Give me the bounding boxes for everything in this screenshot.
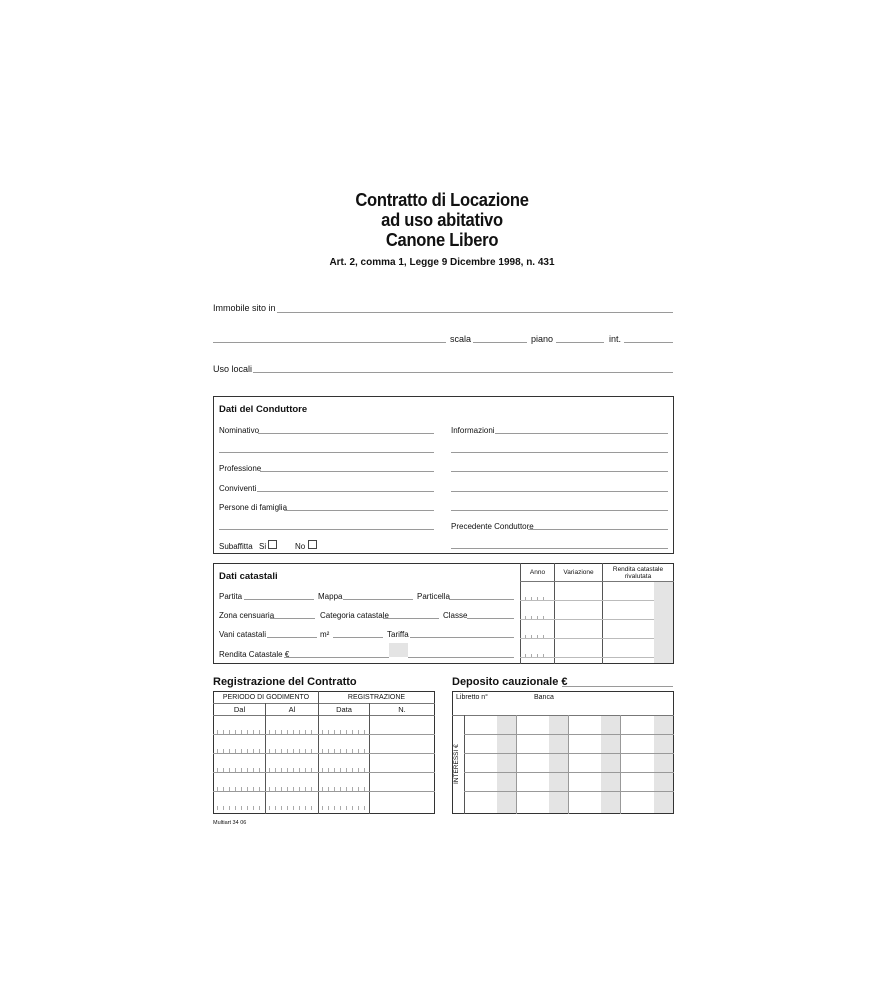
- persone-field-2[interactable]: [219, 529, 434, 530]
- catastali-header-line: [520, 581, 674, 582]
- catastali-gray-column: [654, 582, 673, 663]
- no-label: No: [295, 542, 306, 551]
- immobile-field[interactable]: [277, 312, 673, 313]
- reg-ticks-dal-5: [217, 806, 263, 810]
- reg-ticks-data-3: [322, 768, 366, 772]
- al-header: Al: [288, 705, 296, 714]
- reg-ticks-al-3: [269, 768, 315, 772]
- footer-code: Multiart 34 06: [213, 820, 247, 826]
- reg-ticks-al-4: [269, 787, 315, 791]
- vani-label: Vani catastali: [219, 630, 266, 639]
- reg-header-line-2: [213, 715, 435, 716]
- catastali-title: Dati catastali: [219, 571, 278, 582]
- piano-field[interactable]: [556, 342, 604, 343]
- nominativo-field-2[interactable]: [219, 452, 434, 453]
- persone-field[interactable]: [284, 510, 434, 511]
- informazioni-field-2[interactable]: [451, 452, 668, 453]
- deposito-row-line-4: [464, 791, 674, 792]
- nominativo-label: Nominativo: [219, 426, 260, 435]
- registrazione-header: REGISTRAZIONE: [347, 694, 406, 701]
- deposito-col-divider-1: [516, 715, 517, 814]
- rendita-rivalutata-header-2: rivalutata: [624, 573, 652, 580]
- tariffa-label: Tariffa: [387, 630, 409, 639]
- deposito-gray-col-3: [601, 716, 620, 813]
- deposito-gray-col-4: [654, 716, 673, 813]
- reg-ticks-data-2: [322, 749, 366, 753]
- deposito-row-line-3: [464, 772, 674, 773]
- deposito-col-divider-3: [620, 715, 621, 814]
- categoria-field[interactable]: [383, 618, 439, 619]
- tariffa-field[interactable]: [410, 637, 514, 638]
- mq-field[interactable]: [333, 637, 383, 638]
- rendita-label: Rendita Catastale €: [219, 650, 290, 659]
- reg-header-line-1: [213, 703, 435, 704]
- si-label: Si: [259, 542, 267, 551]
- partita-label: Partita: [219, 592, 243, 601]
- reg-ticks-dal-1: [217, 730, 263, 734]
- particella-label: Particella: [417, 592, 450, 601]
- scala-field[interactable]: [473, 342, 527, 343]
- libretto-label: Libretto n°: [456, 694, 488, 701]
- immobile-label: Immobile sito in: [213, 303, 276, 313]
- zona-field[interactable]: [270, 618, 315, 619]
- vani-field[interactable]: [267, 637, 317, 638]
- catastali-row-line-2: [520, 619, 654, 620]
- data-header: Data: [336, 705, 352, 714]
- deposito-row-line-2: [464, 753, 674, 754]
- reg-ticks-dal-4: [217, 787, 263, 791]
- interessi-label: INTERESSI €: [453, 744, 460, 784]
- si-checkbox[interactable]: [268, 540, 277, 549]
- reg-ticks-data-4: [322, 787, 366, 791]
- partita-field[interactable]: [244, 599, 314, 600]
- conduttore-box: [213, 396, 674, 554]
- reg-row-line-4: [213, 791, 435, 792]
- catastali-row-line-1: [520, 600, 654, 601]
- nominativo-field[interactable]: [258, 433, 434, 434]
- reg-divider-data-n: [369, 703, 370, 814]
- professione-label: Professione: [219, 464, 262, 473]
- anno-header: Anno: [529, 569, 546, 576]
- subtitle: Art. 2, comma 1, Legge 9 Dicembre 1998, n. 431: [329, 257, 555, 268]
- deposito-gray-col-2: [549, 716, 568, 813]
- conviventi-field[interactable]: [257, 491, 434, 492]
- particella-field[interactable]: [449, 599, 514, 600]
- banca-label: Banca: [534, 694, 554, 701]
- piano-label: piano: [531, 334, 554, 344]
- catastali-row-line-4: [520, 657, 654, 658]
- persone-label: Persone di famiglia: [219, 503, 288, 512]
- deposito-gray-col-1: [497, 716, 516, 813]
- mappa-field[interactable]: [343, 599, 413, 600]
- title-line-2: ad uso abitativo: [381, 210, 503, 230]
- variazione-header: Variazione: [563, 569, 594, 576]
- title-line-3: Canone Libero: [385, 230, 499, 250]
- reg-ticks-data-5: [322, 806, 366, 810]
- mappa-label: Mappa: [318, 592, 343, 601]
- reg-ticks-al-5: [269, 806, 315, 810]
- rendita-field[interactable]: [284, 657, 389, 658]
- reg-ticks-al-1: [269, 730, 315, 734]
- uso-field[interactable]: [253, 372, 673, 373]
- informazioni-field-5[interactable]: [451, 510, 668, 511]
- classe-label: Classe: [443, 611, 468, 620]
- int-label: int.: [609, 334, 622, 344]
- informazioni-label: Informazioni: [451, 426, 495, 435]
- periodo-header: PERIODO DI GODIMENTO: [222, 694, 310, 701]
- reg-row-line-2: [213, 753, 435, 754]
- dal-header: Dal: [233, 705, 246, 714]
- rendita-rivalutata-header-1: Rendita catastale: [612, 566, 664, 573]
- catastali-row-line-3: [520, 638, 654, 639]
- interessi-divider: [464, 715, 465, 814]
- address-field[interactable]: [213, 342, 446, 343]
- reg-ticks-data-1: [322, 730, 366, 734]
- reg-ticks-dal-3: [217, 768, 263, 772]
- reg-divider-dal-al: [265, 703, 266, 814]
- n-header: N.: [398, 705, 406, 714]
- conviventi-label: Conviventi: [219, 484, 257, 493]
- categoria-label: Categoria catastale: [320, 611, 389, 620]
- precedente-field[interactable]: [528, 529, 668, 530]
- catastali-divider-1: [520, 563, 521, 664]
- reg-row-line-3: [213, 772, 435, 773]
- informazioni-field[interactable]: [495, 433, 668, 434]
- reg-row-line-1: [213, 734, 435, 735]
- rendita-gray-cell: [389, 643, 408, 657]
- subaffitta-label: Subaffitta: [219, 542, 253, 551]
- deposito-col-divider-2: [568, 715, 569, 814]
- precedente-field-2[interactable]: [451, 548, 668, 549]
- registrazione-title: Registrazione del Contratto: [213, 676, 357, 688]
- classe-field[interactable]: [467, 618, 514, 619]
- catastali-divider-2: [554, 563, 555, 664]
- reg-ticks-dal-2: [217, 749, 263, 753]
- informazioni-field-3[interactable]: [451, 471, 668, 472]
- informazioni-field-4[interactable]: [451, 491, 668, 492]
- reg-ticks-al-2: [269, 749, 315, 753]
- rendita-field-2[interactable]: [408, 657, 514, 658]
- precedente-label: Precedente Conduttore: [451, 522, 534, 531]
- scala-label: scala: [450, 334, 472, 344]
- deposito-field[interactable]: [562, 686, 673, 687]
- mq-label: m²: [320, 630, 330, 639]
- conduttore-title: Dati del Conduttore: [219, 404, 308, 415]
- deposito-row-line-1: [464, 734, 674, 735]
- zona-label: Zona censuaria: [219, 611, 275, 620]
- professione-field[interactable]: [260, 471, 434, 472]
- no-checkbox[interactable]: [308, 540, 317, 549]
- deposito-title: Deposito cauzionale €: [452, 676, 568, 688]
- uso-label: Uso locali: [213, 364, 253, 374]
- int-field[interactable]: [624, 342, 673, 343]
- title-line-1: Contratto di Locazione: [355, 190, 529, 210]
